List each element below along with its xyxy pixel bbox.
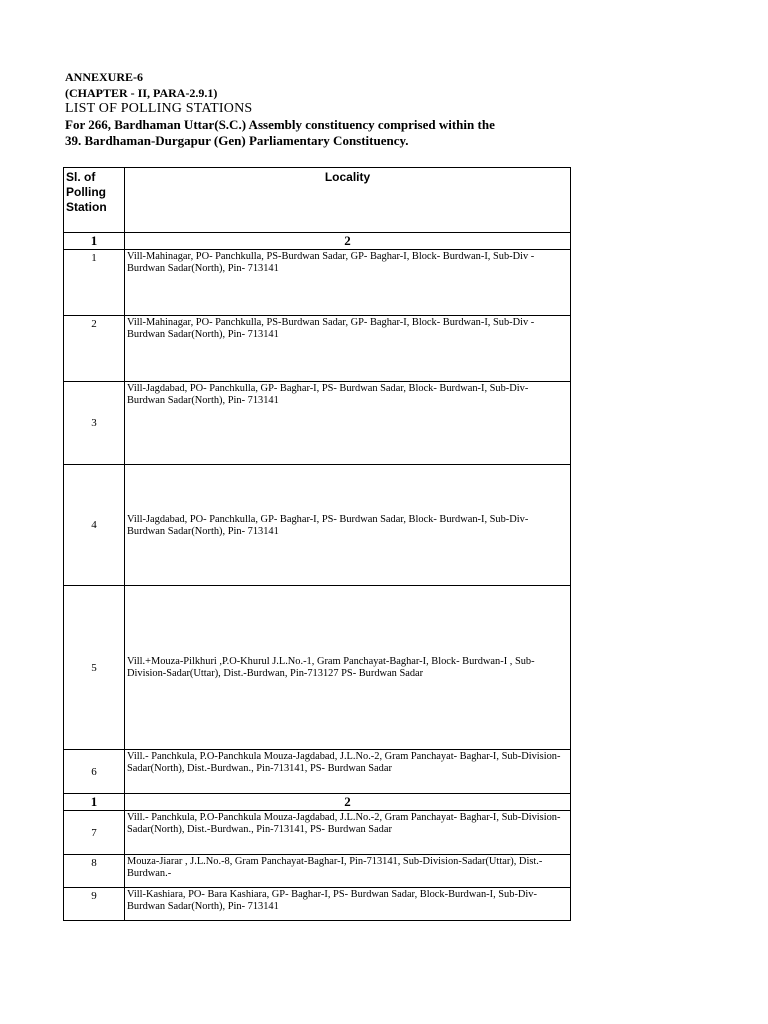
row-locality: Vill-Mahinagar, PO- Panchkulla, PS-Burdwan Sadar, GP- Baghar-I, Block- Burdwan-I, Sub-Div - Burdwan Sadar(North), Pin- 713141 [125, 316, 571, 382]
row-locality: Vill-Kashiara, PO- Bara Kashiara, GP- Baghar-I, PS- Burdwan Sadar, Block-Burdwan-I, Sub-Div- Burdwan Sadar(North), Pin- 713141 [125, 888, 571, 921]
row-locality: Mouza-Jiarar , J.L.No.-8, Gram Panchayat-Baghar-I, Pin-713141, Sub-Division-Sadar(Uttar), Dist.-Burdwan.- [125, 855, 571, 888]
row-locality: Vill-Mahinagar, PO- Panchkulla, PS-Burdwan Sadar, GP- Baghar-I, Block- Burdwan-I, Sub-Div - Burdwan Sadar(North), Pin- 713141 [125, 250, 571, 316]
table-header-row [64, 168, 571, 233]
row-locality: Vill.- Panchkula, P.O-Panchkula Mouza-Jagdabad, J.L.No.-2, Gram Panchayat- Baghar-I, Sub-Division-Sadar(North), Dist.-Burdwan., Pin-713141, PS- Burdwan Sadar [125, 750, 571, 794]
chapter-reference: (CHAPTER - II, PARA-2.9.1) [65, 86, 218, 100]
row-sl: 2 [64, 316, 125, 382]
table-row [64, 811, 571, 855]
row-sl: 7 [64, 811, 125, 855]
row-sl: 9 [64, 888, 125, 921]
annexure-label: ANNEXURE-6 [65, 70, 143, 84]
row-locality: Vill.- Panchkula, P.O-Panchkula Mouza-Jagdabad, J.L.No.-2, Gram Panchayat- Baghar-I, Sub-Division-Sadar(North), Dist.-Burdwan., Pin-713141, PS- Burdwan Sadar [125, 811, 571, 855]
column-number-row [64, 794, 571, 811]
table-row [64, 855, 571, 888]
row-sl: 3 [64, 382, 125, 465]
row-locality: Vill-Jagdabad, PO- Panchkulla, GP- Baghar-I, PS- Burdwan Sadar, Block- Burdwan-I, Sub-Div- Burdwan Sadar(North), Pin- 713141 [125, 382, 571, 465]
table-row [64, 382, 571, 465]
list-title: LIST OF POLLING STATIONS [65, 101, 253, 116]
row-sl: 8 [64, 855, 125, 888]
table-row [64, 250, 571, 316]
column-number-row [64, 233, 571, 250]
col-locality-number: 2 [125, 794, 571, 811]
col-sl-number: 1 [64, 794, 125, 811]
col-sl-header: Sl. of Polling Station [64, 168, 125, 233]
col-sl-number: 1 [64, 233, 125, 250]
document-header [65, 69, 585, 149]
row-sl: 4 [64, 465, 125, 586]
row-locality: Vill.+Mouza-Pilkhuri ,P.O-Khurul J.L.No.-1, Gram Panchayat-Baghar-I, Block- Burdwan-I , Sub-Division-Sadar(Uttar), Dist.-Burdwan, Pin-713127 PS- Burdwan Sadar [125, 586, 571, 750]
assembly-constituency-line: For 266, Bardhaman Uttar(S.C.) Assembly constituency comprised within the [65, 117, 495, 132]
table-row [64, 465, 571, 586]
table-row [64, 586, 571, 750]
row-sl: 1 [64, 250, 125, 316]
table-row [64, 888, 571, 921]
polling-stations-table [63, 167, 571, 921]
row-locality: Vill-Jagdabad, PO- Panchkulla, GP- Baghar-I, PS- Burdwan Sadar, Block- Burdwan-I, Sub-Div- Burdwan Sadar(North), Pin- 713141 [125, 465, 571, 586]
col-locality-number: 2 [125, 233, 571, 250]
table-row [64, 750, 571, 794]
parliamentary-constituency-line: 39. Bardhaman-Durgapur (Gen) Parliamentary Constituency. [65, 133, 409, 148]
table-row [64, 316, 571, 382]
col-locality-header: Locality [125, 168, 571, 233]
row-sl: 6 [64, 750, 125, 794]
row-sl: 5 [64, 586, 125, 750]
